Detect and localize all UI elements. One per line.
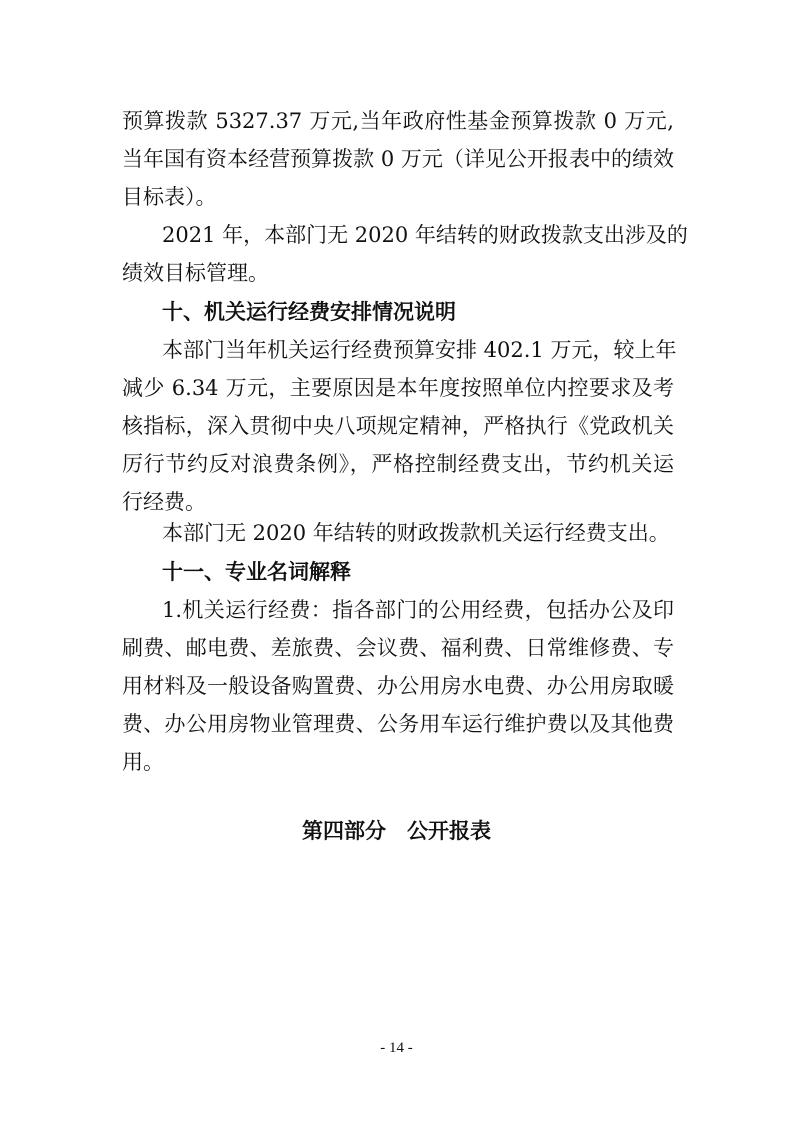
page-number: - 14 - [380,1040,413,1056]
part-heading [0,813,793,849]
text-line: 目标表）。 [122,185,217,209]
page-footer [0,1030,793,1066]
paragraph-line [0,668,793,704]
text-line: 预算拨款 5327.37 万元,当年政府性基金预算拨款 0 万元, [122,109,674,133]
text-line: 厉行节约反对浪费条例》，严格控制经费支出，节约机关运 [122,452,674,476]
paragraph-line [0,217,793,253]
section-heading [0,554,793,590]
section-heading [0,294,793,330]
text-line: 用材料及一般设备购置费、办公用房水电费、办公用房取暖 [122,674,674,698]
paragraph-line [0,446,793,482]
text-line: 本部门当年机关运行经费预算安排 402.1 万元，较上年 [162,338,677,362]
paragraph-line [0,630,793,666]
paragraph-line [0,179,793,215]
text-line: 用。 [122,750,164,774]
text-line: 行经费。 [122,490,206,514]
paragraph-line [0,332,793,368]
text-line: 本部门无 2020 年结转的财政拨款机关运行经费支出。 [162,521,670,545]
text-line: 当年国有资本经营预算拨款 0 万元（详见公开报表中的绩效 [122,147,674,171]
section-heading-text: 十、机关运行经费安排情况说明 [162,300,456,324]
paragraph-line [0,370,793,406]
text-line: 1.机关运行经费：指各部门的公用经费，包括办公及印 [162,598,674,622]
text-line: 绩效目标管理。 [122,261,269,285]
paragraph-line [0,515,793,551]
paragraph-line [0,141,793,177]
section-heading-text: 十一、专业名词解释 [162,560,351,584]
paragraph-line [0,744,793,780]
text-line: 刷费、邮电费、差旅费、会议费、福利费、日常维修费、专 [122,636,674,660]
paragraph-line [0,706,793,742]
paragraph-line [0,255,793,291]
paragraph-line [0,103,793,139]
part-heading-text: 第四部分 公开报表 [302,819,491,843]
text-line: 核指标，深入贯彻中央八项规定精神，严格执行《党政机关 [122,414,674,438]
text-line: 费、办公用房物业管理费、公务用车运行维护费以及其他费 [122,712,674,736]
paragraph-line [0,592,793,628]
text-line: 2021 年，本部门无 2020 年结转的财政拨款支出涉及的 [162,223,688,247]
paragraph-line [0,408,793,444]
text-line: 减少 6.34 万元，主要原因是本年度按照单位内控要求及考 [122,376,674,400]
